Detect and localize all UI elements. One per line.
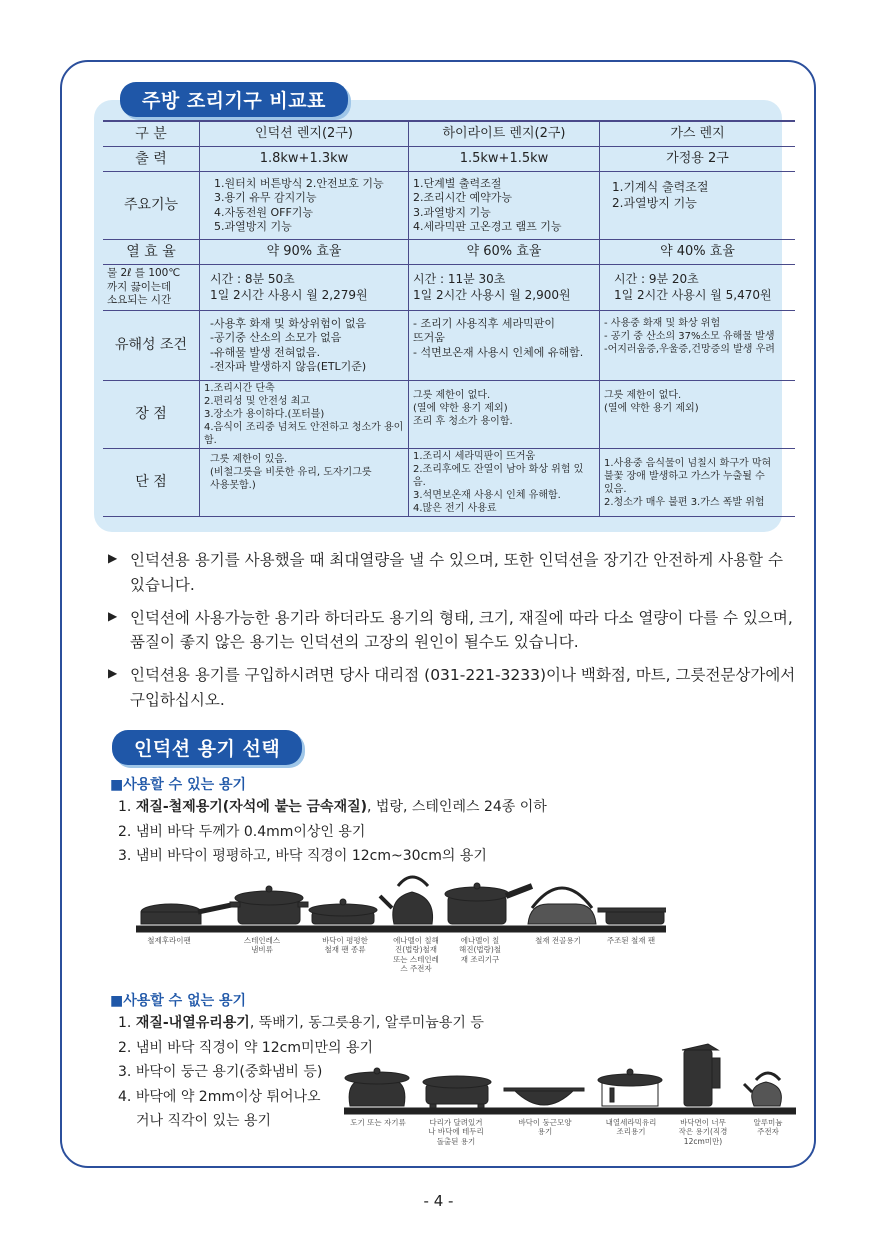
table-cell: 약 90% 효율 bbox=[200, 240, 409, 265]
header-cell: 인덕션 렌지(2구) bbox=[200, 121, 409, 147]
table-cell: 1.5kw+1.5kw bbox=[409, 147, 600, 172]
label-line: 소요되는 시간 bbox=[107, 294, 172, 307]
caption: 알루미늄 주전자 bbox=[753, 1118, 783, 1137]
table-cell bbox=[409, 311, 600, 381]
item-number: 3. bbox=[118, 1064, 132, 1080]
enamel-pot-icon bbox=[445, 883, 532, 924]
caption: 주조된 철재 팬 bbox=[606, 936, 656, 945]
usable-title: ■사용할 수 있는 용기 bbox=[110, 777, 247, 793]
cell-line: 1.단계별 출력조절 bbox=[413, 176, 502, 190]
row-label: 주요기능 bbox=[103, 172, 200, 240]
cell-line: 1일 2시간 사용시 월 2,900원 bbox=[413, 287, 571, 302]
list-item bbox=[118, 1011, 484, 1036]
table-row bbox=[103, 147, 795, 172]
cell-line: 시간 : 11분 30초 bbox=[413, 271, 506, 286]
page-number: - 4 - bbox=[423, 1192, 454, 1210]
cell-line: -전자파 발생하지 않음(ETL기준) bbox=[210, 359, 367, 373]
note-item: ▶ 인덕션용 용기를 구입하시려면 당사 대리점 (031-221-3233)이나 백화점, 마트, 그릇전문상가에서 구입하십시오. bbox=[108, 663, 798, 713]
cell-line: 2.과열방지 기능 bbox=[612, 195, 697, 210]
table-cell: 1.8kw+1.3kw bbox=[200, 147, 409, 172]
thermos-icon bbox=[682, 1044, 720, 1106]
item-text: , 법랑, 스테인레스 24종 이하 bbox=[367, 799, 547, 815]
item-number: 2. bbox=[118, 823, 132, 840]
cell-line: -어지러움증,우울증,건망증의 발생 우려 bbox=[604, 344, 775, 355]
caption: 에나멜이 칠해 진(법랑)철재 또는 스테인레 스 주전자 bbox=[393, 936, 439, 974]
table-cell bbox=[200, 265, 409, 311]
item-text: , 뚝배기, 동그릇용기, 알루미늄용기 등 bbox=[249, 1015, 484, 1031]
cell-line: 그릇 제한이 있음. bbox=[210, 454, 288, 465]
cell-line: - 석면보온재 사용시 인체에 유해함. bbox=[413, 345, 584, 359]
cast-iron-pan-icon bbox=[598, 908, 666, 924]
table-cell bbox=[600, 381, 796, 449]
caption: 에나멜이 칠 해진(법랑)철 재 조리기구 bbox=[458, 936, 502, 964]
caption: 도기 또는 자기류 bbox=[350, 1118, 406, 1127]
table-row bbox=[103, 381, 795, 449]
row-label: 유해성 조건 bbox=[103, 311, 200, 381]
cell-line: - 조리기 사용직후 세라믹판이 bbox=[413, 317, 555, 330]
note-item: ▶ 인덕션용 용기를 사용했을 때 최대열량을 낼 수 있으며, 또한 인덕션을 장기간 안전하게 사용할 수 있습니다. bbox=[108, 548, 798, 598]
cell-line: 1.원터치 버튼방식 2.안전보호 기능 bbox=[214, 176, 384, 190]
table-cell bbox=[600, 449, 796, 517]
ceramic-pot-icon bbox=[345, 1068, 409, 1106]
cell-line: 3.과열방지 기능 bbox=[413, 205, 491, 219]
row-label bbox=[103, 265, 200, 311]
cell-line: 시간 : 9분 20초 bbox=[614, 271, 699, 286]
cell-line: 2.청소가 매우 불편 3.가스 폭발 위험 bbox=[604, 496, 765, 508]
table-cell bbox=[409, 449, 600, 517]
caption: 철재 전골용기 bbox=[535, 936, 581, 945]
notes-list bbox=[108, 548, 798, 721]
row-label: 출 력 bbox=[103, 147, 200, 172]
usable-list bbox=[118, 795, 547, 869]
item-text: 바닥이 둥근 용기(중화냄비 등) bbox=[135, 1064, 323, 1080]
table-cell bbox=[409, 265, 600, 311]
cell-line: (열에 약한 용기 제외) bbox=[413, 403, 508, 414]
caption: 바닥이 평평한 철재 팬 종류 bbox=[322, 936, 368, 955]
header-cell: 하이라이트 렌지(2구) bbox=[409, 121, 600, 147]
list-item bbox=[118, 844, 547, 869]
table-row bbox=[103, 265, 795, 311]
table-cell bbox=[200, 381, 409, 449]
cell-line: 불꽃 장애 발생하고 가스가 누출될 수 bbox=[604, 470, 765, 482]
comparison-title: 주방 조리기구 비교표 bbox=[120, 82, 348, 117]
cell-line: 1일 2시간 사용시 월 2,279원 bbox=[210, 287, 368, 302]
item-number: 1. bbox=[118, 799, 132, 815]
caption: 바닥이 둥근모양 용기 bbox=[518, 1118, 572, 1137]
table-cell bbox=[600, 265, 796, 311]
cell-line: 1일 2시간 사용시 월 5,470원 bbox=[614, 287, 772, 302]
table-header-row bbox=[103, 121, 795, 147]
item-text: 냄비 바닥 두께가 0.4mm이상인 용기 bbox=[135, 823, 366, 840]
cell-line: 그릇 제한이 없다. bbox=[604, 390, 682, 401]
cell-line: -유해물 발생 전혀없음. bbox=[210, 345, 321, 359]
table-cell bbox=[600, 172, 796, 240]
unusable-cookware-illustration bbox=[344, 1040, 796, 1116]
caption: 철제후라이팬 bbox=[147, 936, 191, 945]
flat-steel-pan-icon bbox=[309, 899, 377, 924]
cell-line: -공기중 산소의 소모가 없음 bbox=[210, 331, 342, 345]
table-cell bbox=[409, 172, 600, 240]
label-line: 물 2ℓ 를 100℃ bbox=[107, 267, 181, 280]
cell-line: 1.기계식 출력조절 bbox=[612, 180, 709, 194]
cell-line: 시간 : 8분 50초 bbox=[210, 271, 295, 286]
table-cell: 가정용 2구 bbox=[600, 147, 796, 172]
cell-line: 5.과열방지 기능 bbox=[214, 219, 292, 233]
list-item bbox=[118, 820, 547, 845]
table-cell bbox=[409, 381, 600, 449]
cell-line: 4.자동전원 OFF기능 bbox=[214, 205, 314, 219]
section-title-select: 인덕션 용기 선택 bbox=[112, 730, 302, 765]
item-number: 3. bbox=[118, 848, 132, 864]
cell-line: 사용못함.) bbox=[210, 480, 256, 491]
caption: 바닥면이 너무 작은 용기(직경 12cm미만) bbox=[678, 1118, 728, 1146]
cell-line: 3.용기 유무 감지기능 bbox=[214, 191, 317, 205]
cell-line: 4.음식이 조리중 넘쳐도 안전하고 청소가 용이함. bbox=[204, 422, 404, 446]
list-item bbox=[118, 795, 547, 820]
cell-line: 있음. bbox=[604, 483, 627, 495]
cell-line: 1.조리시 세라믹판이 뜨거움 bbox=[413, 451, 536, 462]
item-number: 1. bbox=[118, 1015, 132, 1031]
glass-pot-icon bbox=[598, 1069, 662, 1106]
caption: 내열세라믹유리 조리용기 bbox=[605, 1118, 657, 1137]
aluminum-kettle-icon bbox=[744, 1073, 781, 1106]
table-cell: 약 40% 효율 bbox=[600, 240, 796, 265]
item-bold: 재질-철제용기(자석에 붙는 금속재질) bbox=[135, 799, 368, 815]
cell-line: 3.장소가 용이하다.(포터블) bbox=[204, 409, 325, 420]
table-cell bbox=[200, 172, 409, 240]
enamel-kettle-icon bbox=[380, 877, 433, 924]
steel-hotpot-icon bbox=[528, 888, 596, 924]
header-cell: 가스 렌지 bbox=[600, 121, 796, 147]
header-cell: 구 분 bbox=[103, 121, 200, 147]
table-row bbox=[103, 172, 795, 240]
table-row bbox=[103, 240, 795, 265]
comparison-table bbox=[103, 120, 795, 517]
cell-line: - 공기 중 산소의 37%소모 유해물 발생 bbox=[604, 331, 775, 342]
cell-line: 조리 후 청소가 용이함. bbox=[413, 416, 513, 427]
cell-line: 4.세라믹판 고온경고 램프 기능 bbox=[413, 219, 562, 233]
caption: 스테인레스 냄비류 bbox=[243, 936, 281, 955]
table-cell: 약 60% 효율 bbox=[409, 240, 600, 265]
item-bold: 재질-내열유리용기 bbox=[135, 1015, 250, 1031]
unusable-title: ■사용할 수 없는 용기 bbox=[110, 993, 247, 1009]
cell-line: (열에 약한 용기 제외) bbox=[604, 403, 699, 414]
cell-line: (비철그릇을 비롯한 유리, 도자기그릇 bbox=[210, 467, 372, 478]
row-label: 장 점 bbox=[103, 381, 200, 449]
item-text: 바닥에 약 2mm이상 튀어나오 bbox=[135, 1088, 321, 1105]
note-item: ▶ 인덕션에 사용가능한 용기라 하더라도 용기의 형태, 크기, 재질에 따라 다소 열량이 다를 수 있으며, 품질이 좋지 않은 용기는 인덕션의 고장의 원인이 될수도 있습니다. bbox=[108, 606, 798, 656]
cell-line: 1.사용중 음식물이 넘칠시 화구가 막혀 bbox=[604, 457, 772, 469]
table-row bbox=[103, 449, 795, 517]
caption: 다리가 달려있거 나 바닥에 테두리 돌출된 용기 bbox=[428, 1118, 484, 1146]
usable-cookware-illustration bbox=[136, 868, 666, 934]
round-bottom-wok-icon bbox=[504, 1088, 584, 1105]
cell-line: 4.많은 전기 사용료 bbox=[413, 503, 497, 514]
shelf-line bbox=[344, 1108, 796, 1114]
item-text: 거나 직각이 있는 용기 bbox=[136, 1113, 272, 1129]
table-cell bbox=[200, 449, 409, 517]
cell-line: 2.조리후에도 잔열이 남아 화상 위험 있음. bbox=[413, 464, 584, 488]
cell-line: - 사용중 화재 및 화상 위험 bbox=[604, 318, 721, 329]
shelf-line bbox=[136, 926, 666, 932]
item-text: 냄비 바닥 직경이 약 12cm미만의 용기 bbox=[135, 1039, 374, 1056]
cell-line: 그릇 제한이 없다. bbox=[413, 390, 491, 401]
cell-line: 1.조리시간 단축 bbox=[204, 383, 275, 394]
cell-line: 3.석면보온재 사용시 인체 유해함. bbox=[413, 490, 561, 501]
item-number: 2. bbox=[118, 1039, 132, 1056]
cell-line: 2.조리시간 예약가능 bbox=[413, 191, 512, 205]
stainless-pot-icon bbox=[230, 886, 308, 924]
item-text: 냄비 바닥이 평평하고, 바닥 직경이 12cm~30cm의 용기 bbox=[135, 848, 487, 864]
table-cell bbox=[200, 311, 409, 381]
table-row bbox=[103, 311, 795, 381]
cell-line: -사용후 화재 및 화상위험이 없음 bbox=[210, 316, 367, 330]
item-number: 4. bbox=[118, 1088, 132, 1105]
row-label: 단 점 bbox=[103, 449, 200, 517]
cell-line: 뜨거움 bbox=[413, 331, 445, 345]
frying-pan-icon bbox=[141, 904, 236, 924]
table-cell bbox=[600, 311, 796, 381]
label-line: 까지 끓이는데 bbox=[107, 280, 172, 293]
cell-line: 2.편리성 및 안전성 최고 bbox=[204, 396, 311, 407]
footed-pot-icon bbox=[423, 1076, 491, 1108]
row-label: 열 효 율 bbox=[103, 240, 200, 265]
